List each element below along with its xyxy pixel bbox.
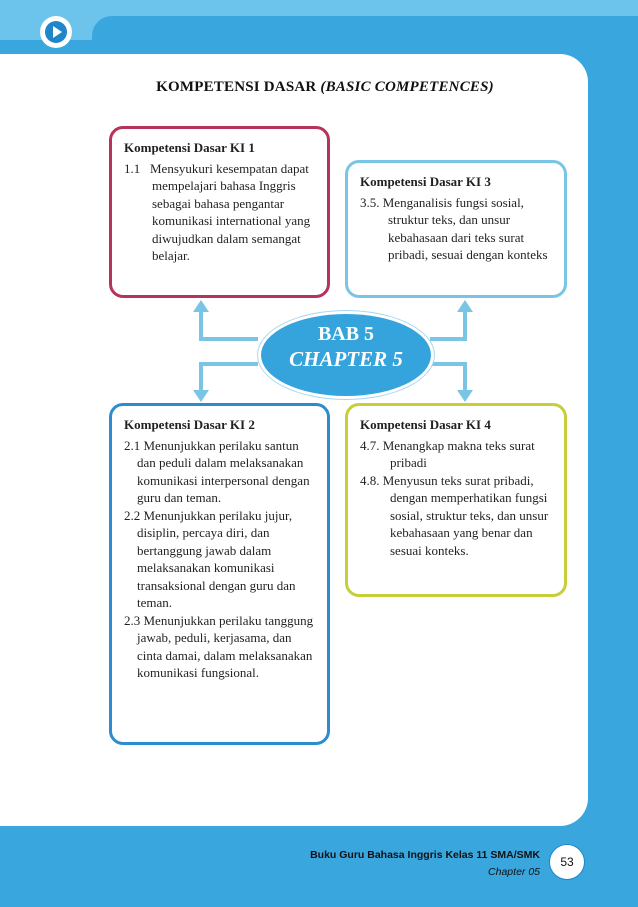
- title-italic: (BASIC COMPETENCES): [320, 79, 494, 95]
- ki1-box: [109, 126, 330, 298]
- ki4-box: [345, 403, 567, 597]
- chapter-bab: BAB 5: [317, 323, 375, 345]
- ki4-item-2: 4.8. Menyusun teks surat pribadi, dengan memperhatikan fungsi sosial, struktur teks, dan unsur kebahasaan yang benar dan sesuai konteks.: [360, 472, 549, 558]
- ki1-item: 1.1 Mensyukuri kesempatan dapat mempelajari bahasa Inggris sebagai bahasa pengantar komunikasi international yang diwujudkan dalam semangat belajar.: [124, 160, 311, 263]
- ki2-heading: Kompetensi Dasar KI 2: [124, 417, 255, 432]
- footer-chapter: Chapter 05: [488, 866, 540, 878]
- ki4-item-1: 4.7. Menangkap makna teks surat pribadi: [360, 437, 535, 470]
- ki2-item-3: 2.3 Menunjukkan perilaku tanggung jawab, peduli, kerjasama, dan cinta damai, dalam melaksanakan komunikasi fungsional.: [124, 612, 314, 680]
- arrowhead-ki2: [193, 390, 209, 402]
- ki4-heading: Kompetensi Dasar KI 4: [360, 417, 491, 432]
- arrowhead-ki1: [193, 300, 209, 312]
- ki3-box: [345, 160, 567, 298]
- ki2-item-2: 2.2 Menunjukkan perilaku jujur, disiplin, percaya diri, dan bertanggung jawab dalam melaksanakan komunikasi transaksional dengan guru dan teman.: [124, 507, 296, 610]
- title-main: KOMPETENSI DASAR: [156, 79, 321, 95]
- ki1-heading: Kompetensi Dasar KI 1: [124, 140, 255, 155]
- connector-ki2: [201, 364, 258, 392]
- connector-ki4: [430, 364, 465, 392]
- top-tab-notch: [92, 16, 638, 56]
- play-circle-icon[interactable]: [40, 16, 72, 48]
- arrowhead-ki3: [457, 300, 473, 312]
- ki2-item-1: 2.1 Menunjukkan perilaku santun dan peduli dalam melaksanakan komunikasi interpersonal dengan guru dan teman.: [124, 437, 310, 505]
- page-title: [0, 79, 638, 96]
- connector-ki3: [430, 310, 465, 339]
- arrowhead-ki4: [457, 390, 473, 402]
- chapter-label: CHAPTER 5: [289, 347, 403, 371]
- chapter-oval: [258, 311, 434, 399]
- ki2-box: [109, 403, 330, 745]
- page-number: 53: [549, 844, 585, 880]
- ki3-heading: Kompetensi Dasar KI 3: [360, 174, 491, 189]
- footer-book-title: Buku Guru Bahasa Inggris Kelas 11 SMA/SMK: [310, 849, 540, 861]
- ki3-item: 3.5. Menganalisis fungsi sosial, struktur teks, dan unsur kebahasaan dari teks surat pribadi, sesuai dengan konteks: [360, 194, 548, 262]
- connector-ki1: [201, 310, 258, 339]
